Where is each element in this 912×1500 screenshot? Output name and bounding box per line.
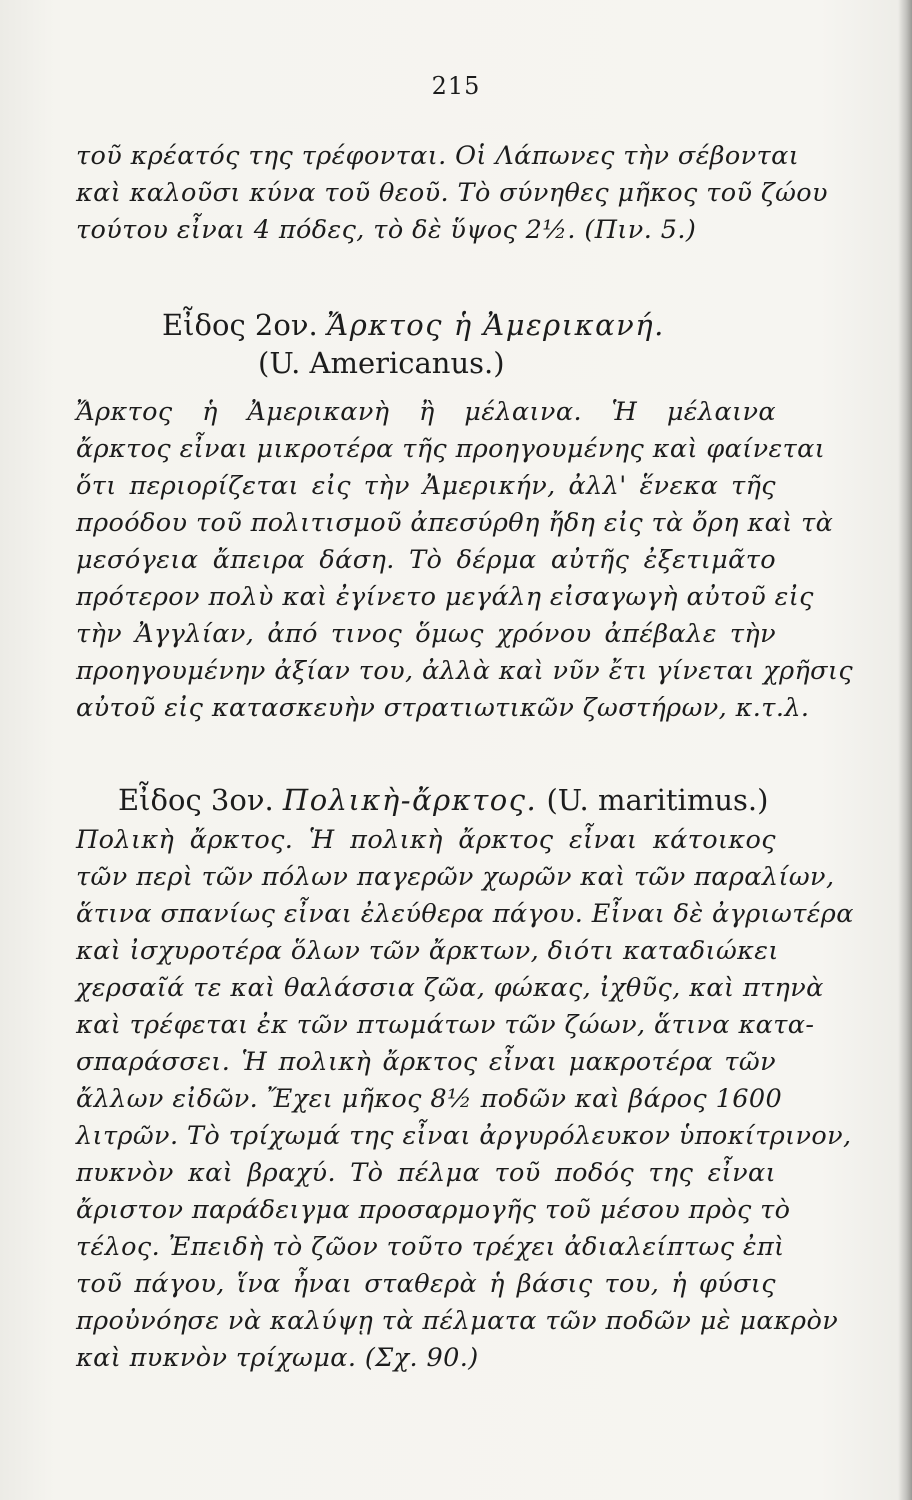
text-line: Πολικὴ ἄρκτος. Ἡ πολικὴ ἄρκτος εἶναι κάτοικος — [76, 825, 776, 855]
page-edge-shadow — [898, 0, 912, 1500]
text-line: ἅτινα σπανίως εἶναι ἐλεύθερα πάγου. Εἶναι δὲ ἀγριωτέρα — [76, 899, 854, 929]
text-line: Ἄρκτος ἡ Ἀμερικανὴ ἢ μέλαινα. Ἡ μέλαινα — [76, 397, 776, 427]
text-line: τῶν περὶ τῶν πόλων παγερῶν χωρῶν καὶ τῶν παραλίων, — [76, 862, 835, 892]
text-line: ἄλλων εἰδῶν. Ἔχει μῆκος 8½ ποδῶν καὶ βάρος 1600 — [76, 1084, 783, 1114]
section-2-name: Ἄρκτος ἡ Ἀμερικανή. — [326, 308, 665, 342]
text-line: προηγουμένην ἀξίαν του, ἀλλὰ καὶ νῦν ἔτι γίνεται χρῆσις — [76, 656, 854, 686]
text-line: χερσαῖά τε καὶ θαλάσσια ζῶα, φώκας, ἰχθῦς, καὶ πτηνὰ — [76, 973, 824, 1003]
section-2-paragraph — [76, 394, 854, 727]
section-2-heading — [0, 305, 912, 345]
text-line: καὶ τρέφεται ἐκ τῶν πτωμάτων τῶν ζώων, ἅτινα κατα- — [76, 1010, 815, 1040]
text-line: σπαράσσει. Ἡ πολικὴ ἄρκτος εἶναι μακροτέρα τῶν — [76, 1047, 776, 1077]
section-3-name: Πολικὴ-ἄρκτος. — [282, 783, 538, 817]
text-line: αὐτοῦ εἰς κατασκευὴν στρατιωτικῶν ζωστήρων, κ.τ.λ. — [76, 693, 810, 723]
text-line: μεσόγεια ἄπειρα δάση. Τὸ δέρμα αὐτῆς ἐξετιμᾶτο — [76, 545, 776, 575]
text-line: τὴν Ἀγγλίαν, ἀπό τινος ὅμως χρόνου ἀπέβαλε τὴν — [76, 619, 776, 649]
text-line: λιτρῶν. Τὸ τρίχωμά της εἶναι ἀργυρόλευκον ὑποκίτρινον, — [76, 1121, 852, 1151]
section-2-label: Εἶδος 2ον. — [162, 308, 318, 342]
text-line: καὶ πυκνὸν τρίχωμα. (Σχ. 90.) — [76, 1343, 479, 1373]
text-line: τέλος. Ἐπειδὴ τὸ ζῶον τοῦτο τρέχει ἀδιαλείπτως ἐπὶ — [76, 1232, 785, 1262]
text-line: καὶ καλοῦσι κύνα τοῦ θεοῦ. Τὸ σύνηθες μῆκος τοῦ ζώου — [76, 178, 828, 208]
text-line: ἄρκτος εἶναι μικροτέρα τῆς προηγουμένης καὶ φαίνεται — [76, 434, 826, 464]
text-line: τούτου εἶναι 4 πόδες, τὸ δὲ ὕψος 2½. (Πιν. 5.) — [76, 215, 697, 245]
page-number: 215 — [431, 72, 481, 100]
text-line: καὶ ἰσχυροτέρα ὅλων τῶν ἄρκτων, διότι καταδιώκει — [76, 936, 779, 966]
section-2-latin — [0, 343, 912, 383]
section-2-latin-name: (U. Americanus.) — [258, 346, 505, 380]
text-line: ὅτι περιορίζεται εἰς τὴν Ἀμερικήν, ἀλλ' ἕνεκα τῆς — [76, 471, 776, 501]
section-3-label: Εἶδος 3ον. — [118, 783, 274, 817]
section-3-heading — [0, 780, 912, 820]
text-line: πυκνὸν καὶ βραχύ. Τὸ πέλμα τοῦ ποδός της εἶναι — [76, 1158, 776, 1188]
text-line: προόδου τοῦ πολιτισμοῦ ἀπεσύρθη ἤδη εἰς τὰ ὄρη καὶ τὰ — [76, 508, 834, 538]
section-3-latin-name: (U. maritimus.) — [546, 783, 769, 817]
text-line: τοῦ πάγου, ἵνα ἦναι σταθερὰ ἡ βάσις του, ἡ φύσις — [76, 1269, 776, 1299]
text-line: ἄριστον παράδειγμα προσαρμογῆς τοῦ μέσου πρὸς τὸ — [76, 1195, 791, 1225]
text-line: πρότερον πολὺ καὶ ἐγίνετο μεγάλη εἰσαγωγὴ αὐτοῦ εἰς — [76, 582, 814, 612]
intro-paragraph — [76, 138, 828, 249]
section-3-paragraph — [76, 822, 854, 1377]
text-line: προὐνόησε νὰ καλύψῃ τὰ πέλματα τῶν ποδῶν μὲ μακρὸν — [76, 1306, 839, 1336]
text-line: τοῦ κρέατός της τρέφονται. Οἱ Λάπωνες τὴν σέβονται — [76, 141, 800, 171]
